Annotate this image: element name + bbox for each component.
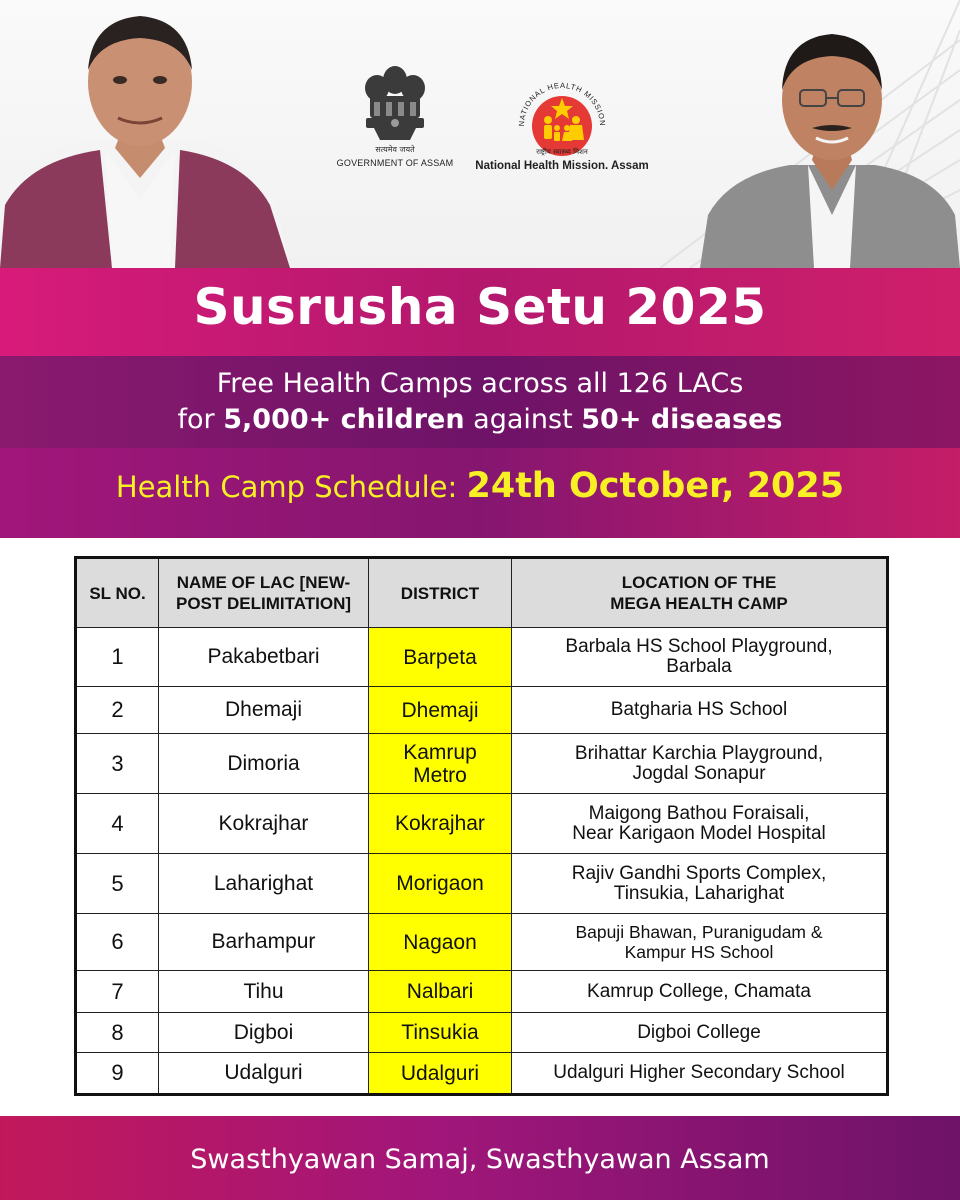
right-portrait xyxy=(700,0,960,268)
cell-lac: Dimoria xyxy=(159,734,369,794)
emblem-label: GOVERNMENT OF ASSAM xyxy=(336,158,454,168)
table-row xyxy=(76,734,888,794)
government-emblem xyxy=(332,62,458,182)
lion-capital-icon xyxy=(360,62,430,156)
table-header-row xyxy=(76,558,888,628)
table-row xyxy=(76,971,888,1013)
cell-sl: 8 xyxy=(76,1013,159,1053)
cell-lac: Pakabetbari xyxy=(159,628,369,687)
table-row xyxy=(76,628,888,687)
cell-location: Barbala HS School Playground, Barbala xyxy=(512,628,888,687)
header-lac-name: NAME OF LAC [NEW- POST DELIMITATION] xyxy=(159,558,369,628)
nhm-label: National Health Mission. Assam xyxy=(475,160,649,172)
page-title: Susrusha Setu 2025 xyxy=(193,278,767,336)
cell-sl: 2 xyxy=(76,687,159,734)
cell-location: Maigong Bathou Foraisali, Near Karigaon Model Hospital xyxy=(512,794,888,854)
table-row xyxy=(76,1013,888,1053)
left-portrait xyxy=(0,0,290,268)
cell-location: Digboi College xyxy=(512,1013,888,1053)
table-row xyxy=(76,794,888,854)
subtitle-line-1: Free Health Camps across all 126 LACs xyxy=(216,368,744,399)
cell-location: Bapuji Bhawan, Puranigudam & Kampur HS School xyxy=(512,914,888,971)
cell-sl: 6 xyxy=(76,914,159,971)
cell-location: Kamrup College, Chamata xyxy=(512,971,888,1013)
table-row xyxy=(76,687,888,734)
cell-sl: 9 xyxy=(76,1053,159,1095)
children-count: 5,000+ children xyxy=(223,404,465,435)
cell-location: Udalguri Higher Secondary School xyxy=(512,1053,888,1095)
schedule-table-wrap xyxy=(74,556,886,1096)
cell-lac: Kokrajhar xyxy=(159,794,369,854)
schedule-line xyxy=(0,466,960,506)
cell-location: Batgharia HS School xyxy=(512,687,888,734)
subtitle-line-2 xyxy=(0,404,960,435)
cell-lac: Barhampur xyxy=(159,914,369,971)
nhm-hindi: राष्ट्रीय स्वास्थ्य मिशन xyxy=(536,148,588,156)
cell-lac: Digboi xyxy=(159,1013,369,1053)
cell-lac: Udalguri xyxy=(159,1053,369,1095)
emblem-motto: सत्यमेव जयते xyxy=(375,145,415,154)
cell-district: Dhemaji xyxy=(369,687,512,734)
cell-location: Rajiv Gandhi Sports Complex, Tinsukia, Laharighat xyxy=(512,854,888,914)
cell-district: Kamrup Metro xyxy=(369,734,512,794)
footer-tagline: Swasthyawan Samaj, Swasthyawan Assam xyxy=(190,1144,770,1175)
header-location: LOCATION OF THE MEGA HEALTH CAMP xyxy=(512,558,888,628)
cell-district: Nalbari xyxy=(369,971,512,1013)
table-row xyxy=(76,854,888,914)
header-sl-no: SL NO. xyxy=(76,558,159,628)
cell-lac: Dhemaji xyxy=(159,687,369,734)
nhm-family-icon xyxy=(510,68,614,158)
cell-sl: 1 xyxy=(76,628,159,687)
subtitle-middle: against xyxy=(464,404,582,435)
schedule-date: 24th October, 2025 xyxy=(466,466,845,506)
cell-district: Nagaon xyxy=(369,914,512,971)
header-district: DISTRICT xyxy=(369,558,512,628)
cell-lac: Tihu xyxy=(159,971,369,1013)
disease-count: 50+ diseases xyxy=(581,404,783,435)
schedule-table xyxy=(74,556,889,1096)
cell-sl: 4 xyxy=(76,794,159,854)
cell-lac: Laharighat xyxy=(159,854,369,914)
cell-district: Kokrajhar xyxy=(369,794,512,854)
cell-district: Morigaon xyxy=(369,854,512,914)
nhm-logo xyxy=(470,68,654,180)
cell-sl: 5 xyxy=(76,854,159,914)
cell-sl: 7 xyxy=(76,971,159,1013)
cell-district: Tinsukia xyxy=(369,1013,512,1053)
title-banner xyxy=(0,268,960,538)
cell-district: Udalguri xyxy=(369,1053,512,1095)
table-row xyxy=(76,1053,888,1095)
footer-banner xyxy=(0,1116,960,1200)
header-area xyxy=(0,0,960,268)
table-row xyxy=(76,914,888,971)
cell-sl: 3 xyxy=(76,734,159,794)
schedule-label: Health Camp Schedule: xyxy=(115,470,467,504)
nhm-arc-text: NATIONAL HEALTH MISSION xyxy=(516,80,608,127)
cell-district: Barpeta xyxy=(369,628,512,687)
cell-location: Brihattar Karchia Playground, Jogdal Sonapur xyxy=(512,734,888,794)
subtitle-prefix: for xyxy=(177,404,224,435)
